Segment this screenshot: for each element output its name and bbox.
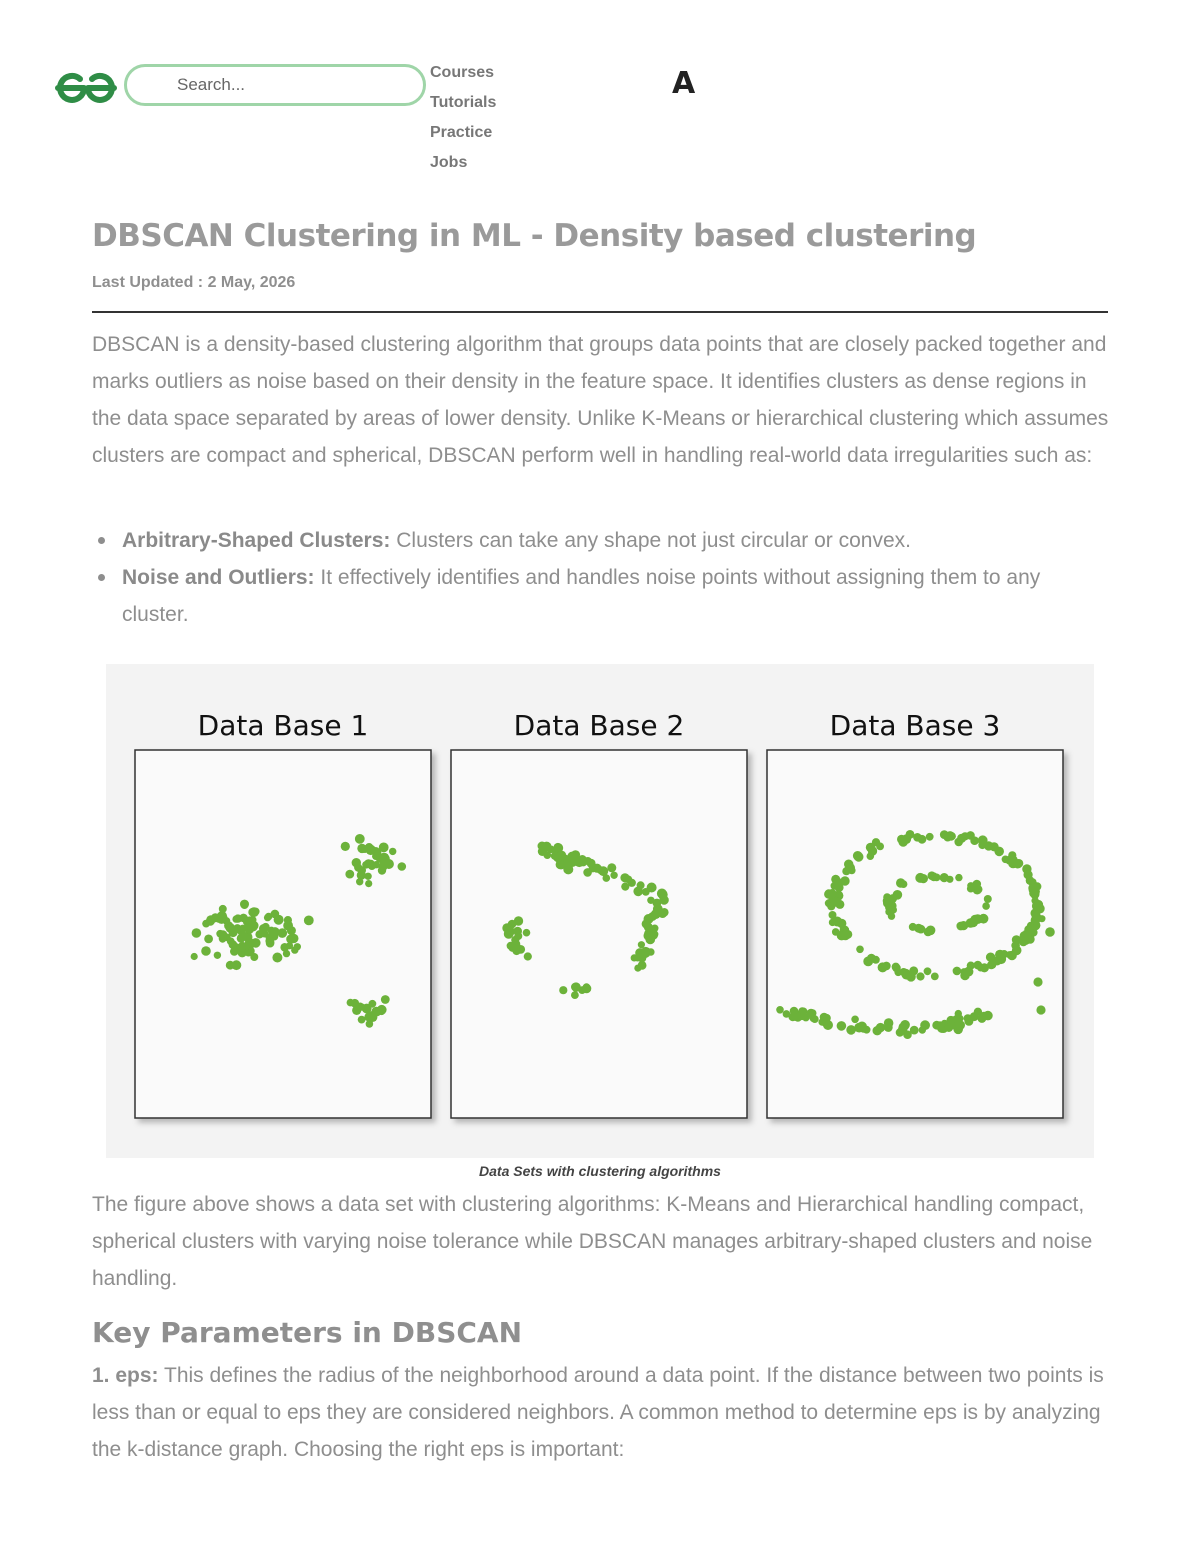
site-logo[interactable] [54,68,118,108]
scatter-point [265,937,274,946]
scatter-point [984,895,992,903]
scatter-point [1000,950,1008,958]
scatter-point [776,1006,784,1014]
scatter-point [955,874,962,881]
scatter-point [226,961,235,970]
scatter-point [579,859,587,867]
scatter-point [249,921,258,930]
scatter-point [856,946,864,954]
list-item-term: Noise and Outliers: [122,566,315,589]
scatter-point [876,843,884,851]
scatter-point [968,917,978,927]
param-eps-paragraph [92,1357,1112,1468]
scatter-point [523,929,531,937]
scatter-point [936,1021,945,1030]
list-item [92,522,1112,559]
scatter-point [230,947,239,956]
nav-jobs[interactable]: Jobs [430,154,468,171]
scatter-point [289,934,298,943]
scatter-point [974,885,982,893]
scatter-point [831,897,841,907]
scatter-point [900,1022,909,1031]
scatter-point [918,835,927,844]
scatter-point [1029,885,1038,894]
nav-practice[interactable]: Practice [430,124,493,141]
scatter-point [940,873,949,882]
panel-title-3: Data Base 3 [829,709,1001,742]
scatter-point [955,1010,962,1017]
scatter-point [867,852,875,860]
header-letter: A [672,66,696,101]
scatter-point [347,999,355,1007]
main-nav [430,58,496,178]
scatter-point [524,952,532,960]
scatter-point [571,991,579,999]
scatter-point [867,954,876,963]
scatter-point [204,935,213,944]
scatter-point [1036,1005,1045,1014]
scatter-point [903,1030,912,1039]
scatter-point [660,908,669,917]
scatter-point [1012,935,1021,944]
scatter-point [957,834,966,843]
scatter-point [788,1012,797,1021]
scatter-point [259,924,268,933]
scatter-point [355,834,365,844]
clustering-figure [106,664,1094,1158]
param-eps-term: 1. eps: [92,1364,159,1387]
list-item-text: It effectively identifies and handles noise points without assigning them to any cluster. [122,566,1041,626]
scatter-point [364,873,371,880]
scatter-point [554,843,563,852]
panel-frame-2 [451,750,747,1118]
page-title: DBSCAN Clustering in ML - Density based clustering [92,218,977,254]
scatter-point [837,1021,847,1031]
scatter-point [345,870,354,879]
scatter-point [356,878,363,885]
scatter-point [857,1022,867,1032]
figure-caption: Data Sets with clustering algorithms [479,1163,721,1179]
intro-paragraph: DBSCAN is a density-based clustering algorithm that groups data points that are closely packed together and marks outliers as noise based on their density in the feature space. It identifies clusters as dense regions in the data space separated by areas of lower density. Unlike K-Means or hierarchical clustering which assumes clusters are compact and spherical, DBSCAN perform well in handling real-world data irregularities such as: [92,333,1109,467]
scatter-point [832,928,840,936]
scatter-point [899,837,908,846]
scatter-point [286,942,293,949]
scatter-point [218,913,228,923]
scatter-point [1034,900,1043,909]
scatter-point [1031,916,1041,926]
scatter-point [967,962,975,970]
scatter-point [831,882,839,890]
scatter-point [931,973,939,981]
scatter-point [379,843,389,853]
search-box[interactable] [124,64,426,106]
scatter-point [607,863,616,872]
scatter-point [224,921,233,930]
scatter-point [201,946,211,956]
scatter-point [241,901,249,909]
figure-explanation: The figure above shows a data set with clustering algorithms: K-Means and Hierarchical handling compact, spherical clusters with varying noise tolerance while DBSCAN manages arbitrary-shaped clusters and noise handling. [92,1193,1093,1290]
figure-illustration [106,664,1094,1158]
scatter-point [888,913,895,920]
param-eps-text: This defines the radius of the neighborhood around a data point. If the distance between two points is less than or equal to eps they are considered neighbors. A common method to determine eps is by analyzing the k-distance graph. Choosing the right eps is important: [92,1364,1104,1461]
scatter-point [304,916,314,926]
nav-tutorials[interactable]: Tutorials [430,94,497,111]
scatter-point [227,937,235,945]
section-heading: Key Parameters in DBSCAN [92,1316,523,1349]
scatter-point [906,972,916,982]
scatter-point [202,920,210,928]
scatter-point [878,962,888,972]
scatter-point [987,961,996,970]
scatter-point [984,841,993,850]
scatter-point [1002,856,1010,864]
scatter-point [851,1016,859,1024]
scatter-point [824,890,833,899]
panel-title-2: Data Base 2 [513,709,685,742]
scatter-point [398,862,407,871]
scatter-point [365,880,372,887]
scatter-point [268,927,276,935]
scatter-point [841,930,849,938]
scatter-point [583,868,592,877]
scatter-point [1015,859,1024,868]
scatter-point [283,950,290,957]
scatter-point [900,968,908,976]
scatter-point [986,953,995,962]
feature-list [92,522,1112,633]
scatter-point [192,928,202,938]
scatter-point [354,864,362,872]
scatter-point [389,848,396,855]
scatter-point [970,836,979,845]
scatter-point [994,847,1004,857]
scatter-point [846,1025,856,1035]
scatter-point [358,1016,366,1024]
scatter-point [365,843,373,851]
scatter-point [1045,927,1055,937]
scatter-point [1033,977,1042,986]
scatter-point [367,1011,376,1020]
scatter-point [948,1022,956,1030]
scatter-point [380,861,388,869]
scatter-point [658,890,668,900]
scatter-point [811,1015,819,1023]
scatter-point [214,952,221,959]
scatter-point [634,965,641,972]
scatter-point [822,1014,830,1022]
scatter-point [896,878,905,887]
scatter-point [610,872,617,879]
scatter-point [1023,929,1032,938]
scatter-point [567,852,576,861]
scatter-point [873,1026,882,1035]
scatter-point [504,929,514,939]
scatter-point [845,865,853,873]
scatter-point [854,852,864,862]
scatter-point [272,953,282,963]
scatter-point [551,852,559,860]
scatter-point [1024,870,1033,879]
scatter-point [369,1000,377,1008]
panel-frame-3 [767,750,1063,1118]
list-item-term: Arbitrary-Shaped Clusters: [122,529,391,552]
list-item [92,559,1112,633]
scatter-point [926,833,934,841]
scatter-point [647,948,654,955]
scatter-point [940,830,949,839]
scatter-point [883,896,893,906]
scatter-point [964,1017,973,1026]
scatter-point [956,922,965,931]
scatter-point [953,967,962,976]
scatter-point [924,967,932,975]
scatter-point [628,879,636,887]
scatter-point [543,851,551,859]
scatter-point [633,887,643,897]
scatter-point [598,866,608,876]
scatter-point [559,986,567,994]
panel-title-1: Data Base 1 [197,709,369,742]
scatter-point [647,883,657,893]
scatter-point [915,873,925,883]
scatter-point [832,917,842,927]
scatter-point [638,954,646,962]
title-divider [92,311,1108,313]
scatter-point [648,912,657,921]
scatter-point [219,905,227,913]
scatter-point [514,932,522,940]
scatter-point [238,944,246,952]
scatter-point [967,885,975,893]
scatter-point [920,1020,930,1030]
scatter-point [216,930,224,938]
nav-courses[interactable]: Courses [430,64,495,81]
scatter-point [578,986,586,994]
scatter-point [884,1018,894,1028]
scatter-point [982,902,990,910]
scatter-point [650,926,657,933]
scatter-point [265,913,273,921]
search-input[interactable] [175,74,399,96]
scatter-point [373,861,380,868]
scatter-point [252,908,260,916]
scatter-point [283,921,293,931]
scatter-point [933,874,941,882]
scatter-point [916,972,924,980]
scatter-point [381,995,390,1004]
scatter-point [914,924,923,933]
last-updated: Last Updated : 2 May, 2026 [92,274,296,291]
scatter-point [191,953,198,960]
list-item-text: Clusters can take any shape not just circular or convex. [390,529,911,552]
scatter-point [341,842,350,851]
scatter-point [538,842,547,851]
scatter-point [514,916,523,925]
